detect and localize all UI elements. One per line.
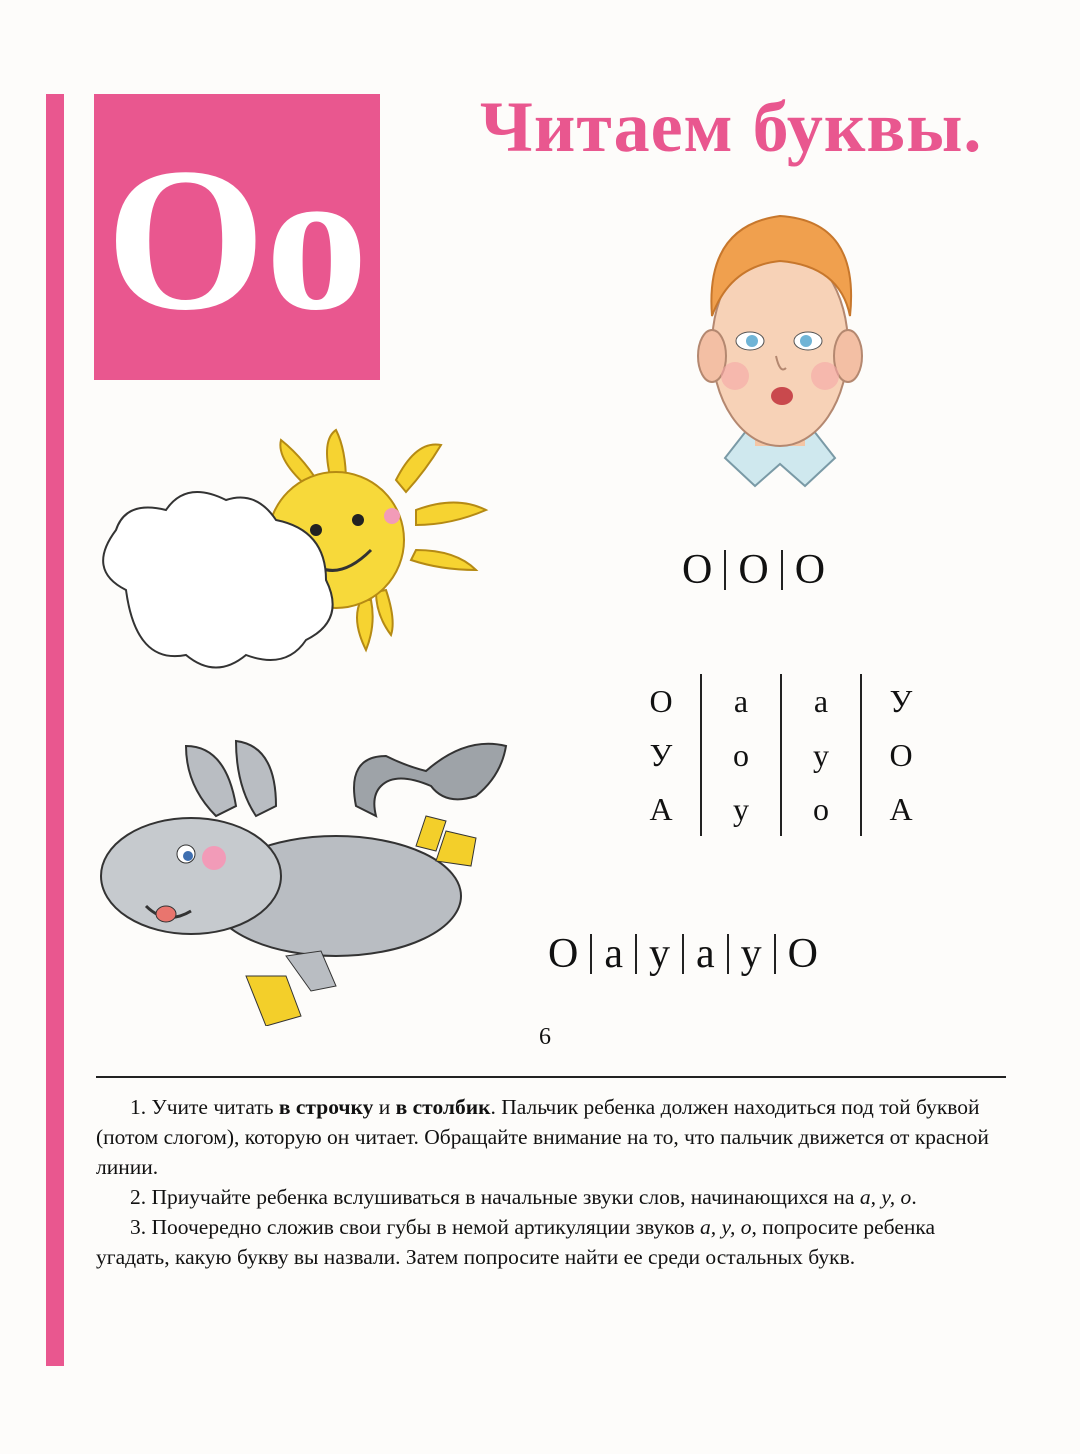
note-text: , попросите ребенка угадать, какую букву вы назвали. Затем попросите найти ее среди остальных букв. [96,1215,936,1269]
divider-line [96,1076,1006,1078]
note-italic: а, у, о [859,1185,912,1209]
boy-face-illustration [690,196,870,496]
grid-column [782,674,860,836]
note-text: 2. Приучайте ребенка вслушиваться в начальные звуки слов, начинающихся на [130,1185,860,1209]
grid-letter: О [649,683,673,719]
red-margin-line [46,94,64,1366]
grid-letter: у [733,791,749,827]
letter-row-1 [670,544,837,596]
note-text: и [373,1095,396,1119]
letter-row-2 [536,928,830,980]
note-text: . [911,1185,917,1209]
letter-o-tile [94,94,380,380]
big-letter: Оо [106,125,368,353]
row2-letter: О [548,931,579,977]
grid-column [622,674,700,836]
grid-letter: А [649,791,673,827]
page-title: Читаем буквы. [480,87,983,167]
grid-letter: а [733,683,749,719]
grid-letter: о [813,791,829,827]
note-text: . Пальчик ребенка должен находиться под той буквой (потом слогом), которую он читает. Обращайте внимание на то, что пальчик движется от красной линии. [96,1095,989,1179]
row1-letter: О [738,547,769,593]
grid-letter: У [889,683,913,719]
note-2 [96,1182,1006,1212]
grid-letter: а [813,683,829,719]
grid-letter: у [813,737,829,773]
donkey-illustration [96,726,516,1026]
note-text: 1. Учите читать [130,1095,279,1119]
grid-letter: У [649,737,673,773]
sun-cloud-illustration [96,420,496,680]
grid-letter: О [889,737,913,773]
note-1 [96,1092,1006,1182]
note-italic: а, у, о [699,1215,752,1239]
row1-letter: О [794,547,826,593]
letter-grid [622,674,940,836]
row2-letter: а [604,931,623,977]
page-number: 6 [539,1024,551,1050]
row2-letter: у [740,931,762,977]
grid-column [702,674,780,836]
row2-letter: у [649,931,670,977]
note-bold: в строчку [278,1095,374,1119]
note-3 [96,1212,1006,1272]
row1-letter: О [682,547,713,593]
grid-letter: А [889,791,913,827]
teacher-notes [96,1092,1006,1272]
note-text: 3. Поочередно сложив свои губы в немой артикуляции звуков [130,1215,700,1239]
grid-column [862,674,940,836]
row2-letter: а [696,931,715,977]
grid-letter: о [733,737,749,773]
note-bold: в столбик [395,1095,491,1119]
row2-letter: О [787,931,818,977]
